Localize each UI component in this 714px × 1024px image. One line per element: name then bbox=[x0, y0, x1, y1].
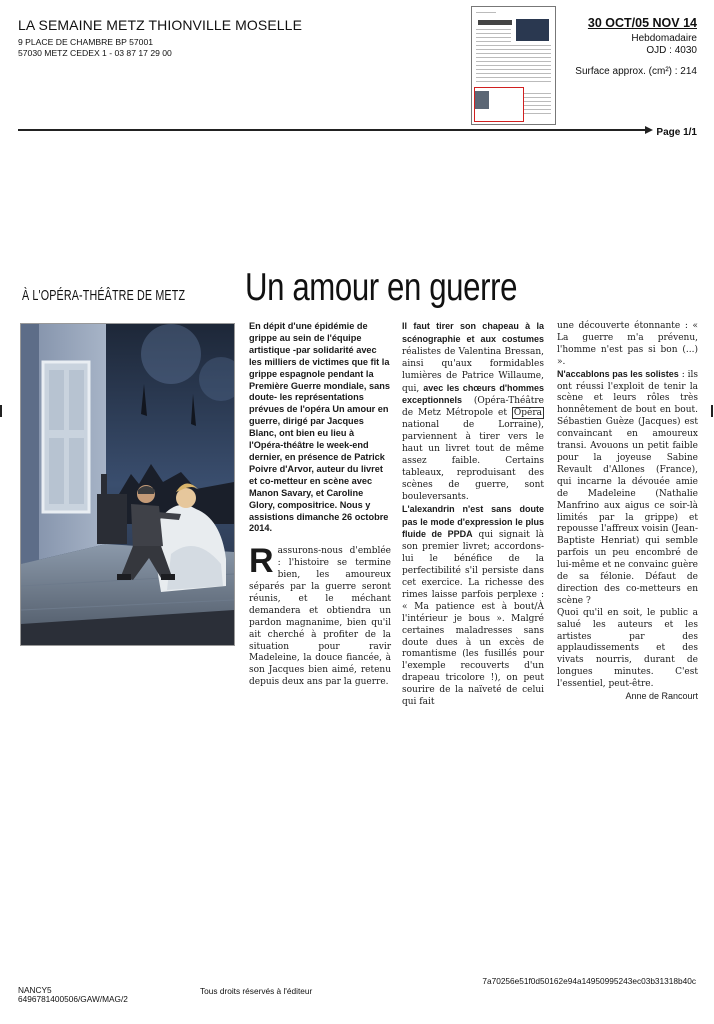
frequency-label: Hebdomadaire bbox=[631, 33, 697, 44]
article-headline: Un amour en guerre bbox=[245, 266, 518, 309]
page-number: Page 1/1 bbox=[656, 127, 697, 138]
paragraph-3-text: qui signait là son premier livret; accordons-lui le bénéfice de la perfectibilité s'il persiste dans cet exercice. La richesse des rimes laisse parfois perplexe : « Ma patience est à bout/À l'intérieur je bous ». Malgré certaines maladresses sans doute dues à un excès de romantisme (les fusillés pour l'exemple recouverts d'un drapeau tricolore !), on peut sourire de la naïveté de celui qui fait bbox=[402, 530, 544, 708]
thumbnail-article-highlight bbox=[474, 87, 524, 122]
paragraph-5-text: : ils ont réussi l'exploit de tenir la scène et leurs rôles très honnêtement de bout en bout. Sébastien Guèze (Jacques) est convaincant en amoureux transi. Avouons un petit faible pour la joyeuse Sabine Revault d'Allones (France), qui incarne la dévouée amie de Madeleine (Nathalie Manfrino aux aigus ce soir-là limités par la grippe) et repousse l'affreux voisin (Jean-Baptiste Henriat) qui semble parfois un peu encombré de lui-même et ne convainc guère de sa félonie. Défaut de direction des co-metteurs en scène ? bbox=[557, 369, 698, 606]
paragraph-3-lead: L'alexandrin n'est sans doute pas le mode d'expression le plus fluide de PPDA bbox=[402, 503, 544, 540]
highlighted-keyword: Opéra bbox=[513, 408, 542, 419]
paragraph-2-bold: avec les chœurs d'hommes exceptionnels bbox=[402, 382, 544, 406]
drop-cap: R bbox=[249, 542, 274, 581]
footer-code-2: 6496781400506/GAW/MAG/2 bbox=[18, 994, 128, 1004]
publication-name: LA SEMAINE METZ THIONVILLE MOSELLE bbox=[18, 17, 303, 33]
header-rule-arrow bbox=[645, 126, 653, 134]
article-paragraph-5 bbox=[557, 369, 698, 608]
article-paragraph-4: une découverte étonnante : « La guerre m'a prévenu, l'homme n'est pas si bon (...) ». bbox=[557, 321, 698, 367]
article-column-1 bbox=[249, 321, 391, 689]
page-thumbnail[interactable] bbox=[471, 6, 556, 125]
thumbnail-headline bbox=[478, 20, 512, 25]
article-kicker: À L'OPÉRA-THÉÂTRE DE METZ bbox=[22, 288, 186, 304]
paragraph-2-lead: Il faut tirer son chapeau à la scénographie et aux costumes bbox=[402, 321, 544, 344]
article-chapo: En dépit d'une épidémie de grippe au sein de l'équipe artistique -par solidarité avec les milliers de victimes que fit la grippe espagnole pendant la Première Guerre mondiale, sans doute- les représentations prévues de l'opéra Un amour en guerre, dirigé par Jacques Blanc, ont bien eu lieu à l'Opéra-théâtre le week-end dernier, en présence de Patrick Poivre d'Arvor, auteur du livret et co-metteur en scène avec Manon Savary, et Caroline Glory, compositrice. Nous y assistions dimanche 26 octobre 2014. bbox=[249, 321, 390, 534]
margin-mark-right bbox=[711, 405, 713, 417]
issue-date: 30 OCT/05 NOV 14 bbox=[587, 16, 697, 30]
article-paragraph-6: Quoi qu'il en soit, le public a salué les auteurs et les artistes par des applaudissements et des vivats nourris, durant de longues minutes. C'est l'essentiel, peut-être. bbox=[557, 607, 698, 690]
article-paragraph-1 bbox=[249, 542, 391, 689]
article-paragraph-3 bbox=[402, 504, 544, 709]
ojd-label: OJD : 4030 bbox=[646, 45, 697, 56]
paragraph-2-text-a: réalistes de Valentina Bressan, ainsi qu'aux formidables lumières de Patrice Willaume, qui, bbox=[402, 346, 544, 394]
article-signature: Anne de Rancourt bbox=[625, 691, 698, 702]
publication-contact: 57030 METZ CEDEX 1 - 03 87 17 29 00 bbox=[18, 48, 172, 58]
margin-mark-left bbox=[0, 405, 2, 417]
footer-hash: 7a70256e51f0d50162e94a14950995243ec03b31318b40c bbox=[482, 976, 696, 986]
publication-address: 9 PLACE DE CHAMBRE BP 57001 bbox=[18, 37, 154, 47]
paragraph-1-text: assurons-nous d'emblée : l'histoire se termine bien, les amoureux séparés par la guerre seront réunis, et le méchant demandera et obtiendra un pardon magnanime, bien qu'il ait cherché à profiter de la situation pour ravir Madeleine, la douce fiancée, à son Jacques bien aimé, retenu depuis deux ans par la guerre. bbox=[249, 546, 391, 688]
paragraph-5-lead: N'accablons pas les solistes bbox=[557, 368, 679, 379]
header-rule bbox=[18, 129, 649, 131]
article-photo bbox=[20, 323, 235, 646]
article-column-3 bbox=[557, 321, 698, 703]
paragraph-2-text-b: (Opéra-Théâtre de Metz Métropole et bbox=[402, 396, 544, 419]
article-paragraph-2 bbox=[402, 321, 544, 504]
footer-code-1: NANCY5 bbox=[18, 985, 52, 995]
opera-stage-photo bbox=[21, 324, 234, 645]
paragraph-2-text-c: national de Lorraine), parviennent à tirer vers le haut un livret tout de même assez faible. Certains tableaux, reproduisant des scènes de guerre, sont bouleversants. bbox=[402, 420, 544, 502]
footer-rights: Tous droits réservés à l'éditeur bbox=[200, 986, 313, 996]
article-column-2 bbox=[402, 321, 544, 709]
surface-label: Surface approx. (cm²) : 214 bbox=[575, 66, 697, 77]
thumbnail-photo bbox=[516, 19, 549, 41]
